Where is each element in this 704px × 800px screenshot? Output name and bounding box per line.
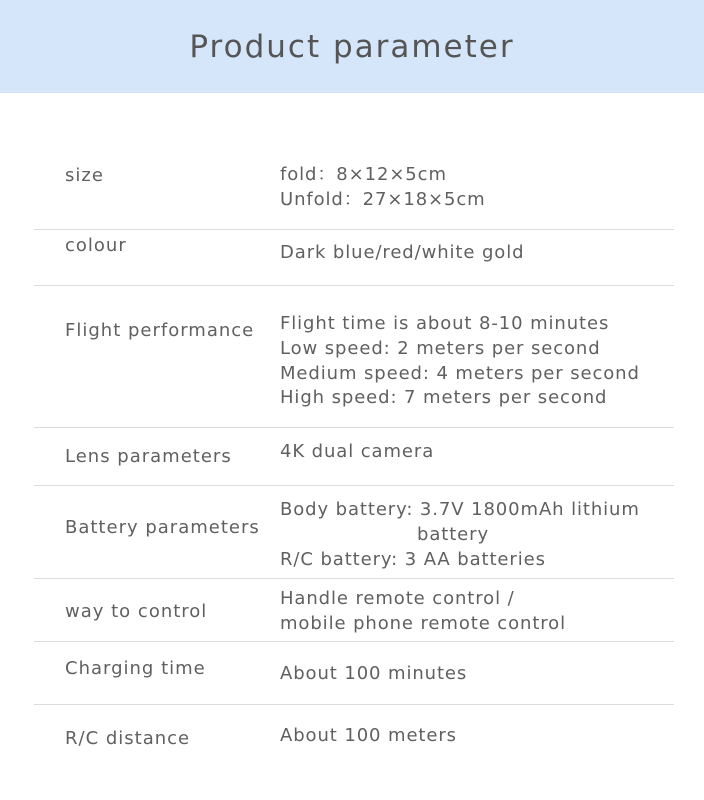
value-line: Unfold：27×18×5cm (280, 188, 486, 210)
param-value-lens-parameters (280, 440, 434, 465)
row-divider (34, 229, 674, 230)
param-value-way-to-control (280, 587, 566, 637)
param-label-colour: colour (65, 235, 127, 256)
param-value-flight-performance (280, 312, 640, 411)
param-label-lens-parameters: Lens parameters (65, 446, 232, 467)
header-banner (0, 0, 704, 93)
row-divider (34, 285, 674, 286)
param-value-size (280, 163, 486, 213)
param-label-way-to-control: way to control (65, 601, 208, 622)
param-label-rc-distance: R/C distance (65, 728, 191, 749)
value-line: R/C battery: 3 AA batteries (280, 548, 546, 570)
value-line: fold：8×12×5cm (280, 164, 447, 185)
value-line: Handle remote control / (280, 588, 515, 609)
param-value-colour (280, 241, 524, 266)
value-line: mobile phone remote control (280, 612, 566, 634)
param-value-rc-distance (280, 724, 457, 749)
page-title: Product parameter (189, 29, 515, 65)
param-label-flight-performance: Flight performance (65, 320, 255, 341)
value-line: About 100 minutes (280, 663, 468, 684)
row-divider (34, 427, 674, 428)
param-label-charging-time: Charging time (65, 658, 206, 679)
value-line: Flight time is about 8-10 minutes (280, 313, 610, 334)
row-divider (34, 641, 674, 642)
row-divider (34, 578, 674, 579)
param-label-size: size (65, 165, 104, 186)
row-divider (34, 485, 674, 486)
value-line: Dark blue/red/white gold (280, 242, 525, 263)
param-value-battery-parameters (280, 498, 640, 572)
param-label-battery-parameters: Battery parameters (65, 517, 260, 538)
row-divider (34, 704, 674, 705)
value-line: About 100 meters (280, 725, 457, 746)
value-line: Medium speed: 4 meters per second (280, 362, 640, 384)
param-value-charging-time (280, 662, 467, 687)
value-line: Low speed: 2 meters per second (280, 337, 601, 359)
value-line: battery (417, 523, 489, 545)
value-line: High speed: 7 meters per second (280, 387, 608, 409)
value-line: 4K dual camera (280, 441, 435, 462)
value-line: Body battery: 3.7V 1800mAh lithium (280, 499, 640, 520)
